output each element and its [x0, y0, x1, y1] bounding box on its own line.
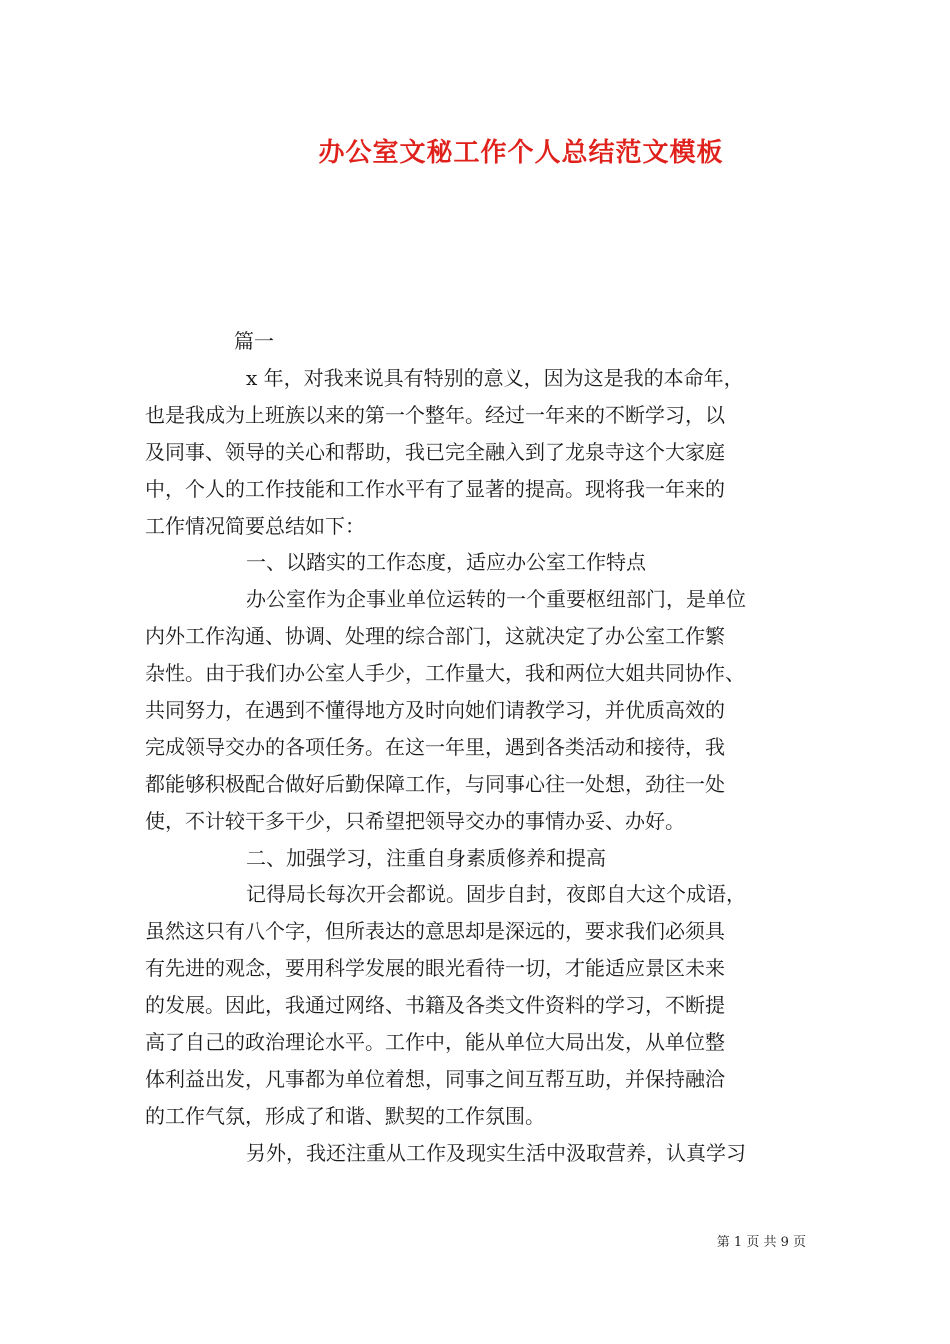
body-line: 也是我成为上班族以来的第一个整年。经过一年来的不断学习，以 [145, 402, 725, 427]
section-label: 篇一 [234, 329, 274, 353]
section-heading-2: 二、加强学习，注重自身素质修养和提高 [246, 845, 606, 870]
document-title-text: 办公室文秘工作个人总结范文模板 [318, 138, 724, 168]
body-line: 共同努力，在遇到不懂得地方及时向她们请教学习，并优质高效的 [145, 698, 725, 723]
page-footer: 第 1 页 共 9 页 [716, 1235, 806, 1250]
body-line: 及同事、领导的关心和帮助，我已完全融入到了龙泉寺这个大家庭 [145, 439, 725, 464]
body-line: 内外工作沟通、协调、处理的综合部门，这就决定了办公室工作繁 [145, 624, 725, 649]
body-line: 办公室作为企事业单位运转的一个重要枢纽部门，是单位 [246, 587, 746, 612]
body-line: 有先进的观念，要用科学发展的眼光看待一切，才能适应景区未来 [145, 956, 725, 981]
body-line: 虽然这只有八个字，但所表达的意思却是深远的，要求我们必须具 [145, 919, 725, 944]
body-line: 工作情况简要总结如下： [145, 513, 365, 538]
document-title [0, 132, 950, 169]
body-line: 的工作气氛，形成了和谐、默契的工作氛围。 [145, 1103, 545, 1128]
body-line: 另外，我还注重从工作及现实生活中汲取营养，认真学习 [246, 1140, 746, 1165]
body-line: 杂性。由于我们办公室人手少，工作量大，我和两位大姐共同协作、 [145, 661, 745, 686]
body-line: 完成领导交办的各项任务。在这一年里，遇到各类活动和接待，我 [145, 734, 725, 759]
body-line: x 年，对我来说具有特别的意义，因为这是我的本命年， [246, 366, 744, 390]
body-line: 体利益出发，凡事都为单位着想，同事之间互帮互助，并保持融洽 [145, 1066, 725, 1091]
document-body [145, 360, 810, 1172]
body-line: 记得局长每次开会都说。固步自封，夜郎自大这个成语， [246, 882, 746, 907]
body-line: 中，个人的工作技能和工作水平有了显著的提高。现将我一年来的 [145, 476, 725, 501]
body-line: 的发展。因此，我通过网络、书籍及各类文件资料的学习，不断提 [145, 993, 725, 1018]
section-heading-1: 一、以踏实的工作态度，适应办公室工作特点 [246, 550, 646, 575]
body-line: 都能够积极配合做好后勤保障工作，与同事心往一处想，劲往一处 [145, 771, 725, 796]
body-line: 高了自己的政治理论水平。工作中，能从单位大局出发，从单位整 [145, 1030, 725, 1055]
body-line: 使，不计较干多干少，只希望把领导交办的事情办妥、办好。 [145, 808, 685, 833]
